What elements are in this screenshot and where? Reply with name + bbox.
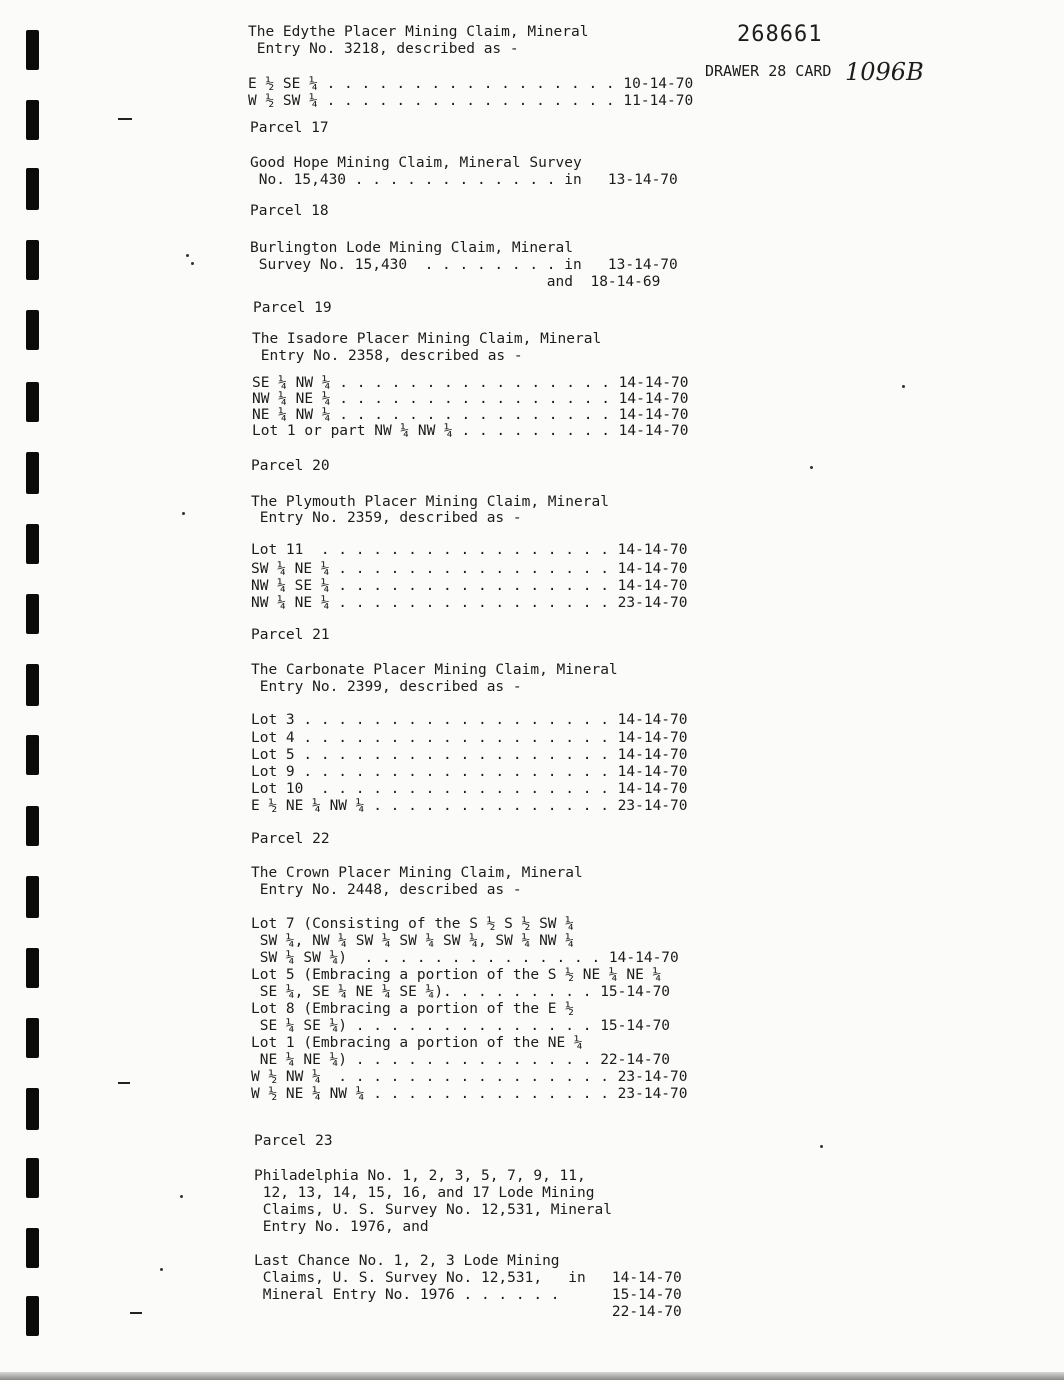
punch-hole [26, 806, 39, 846]
scan-mark [118, 118, 132, 120]
scan-speck [902, 385, 905, 388]
card-number-handwritten: 1096B [845, 58, 924, 86]
description-row: Lot 9 . . . . . . . . . . . . . . . . . . 14-14-70 [251, 764, 688, 780]
description-row: Lot 5 . . . . . . . . . . . . . . . . . . 14-14-70 [251, 747, 688, 763]
punch-hole [26, 1296, 39, 1336]
parcel-heading: Parcel 19 [253, 300, 332, 316]
scan-speck [191, 262, 194, 265]
description-row: Lot 1 (Embracing a portion of the NE ¼ [251, 1035, 583, 1051]
punch-hole [26, 1158, 39, 1198]
description-row: Lot 11 . . . . . . . . . . . . . . . . . 14-14-70 [251, 542, 688, 558]
scan-speck [180, 1195, 183, 1198]
claim-entry-line: Entry No. 2448, described as - [251, 882, 522, 898]
description-row: NE ¼ NW ¼ . . . . . . . . . . . . . . . . 14-14-70 [252, 407, 689, 423]
description-row: W ½ NW ¼ . . . . . . . . . . . . . . . . 23-14-70 [251, 1069, 688, 1085]
claim-title-line: Philadelphia No. 1, 2, 3, 5, 7, 9, 11, [254, 1168, 586, 1184]
claim-title-line: The Plymouth Placer Mining Claim, Mineral [251, 494, 609, 510]
description-row: Mineral Entry No. 1976 . . . . . . 15-14-70 [254, 1287, 682, 1303]
punch-hole [26, 452, 39, 494]
punch-hole [26, 735, 39, 775]
punch-hole [26, 594, 39, 634]
description-row: SW ¼, NW ¼ SW ¼ SW ¼ SW ¼, SW ¼ NW ¼ [251, 933, 575, 949]
punch-hole [26, 30, 39, 70]
claim-title-line: The Edythe Placer Mining Claim, Mineral [248, 24, 589, 40]
scan-mark [130, 1312, 142, 1314]
punch-hole [26, 168, 39, 210]
punch-hole [26, 240, 39, 280]
claim-title-line: The Isadore Placer Mining Claim, Mineral [252, 331, 602, 347]
punch-hole [26, 1088, 39, 1130]
claim-title-line: Good Hope Mining Claim, Mineral Survey [250, 155, 582, 171]
description-row: SE ¼ SE ¼) . . . . . . . . . . . . . . 15-14-70 [251, 1018, 671, 1034]
description-row: SW ¼ NE ¼ . . . . . . . . . . . . . . . . 14-14-70 [251, 561, 688, 577]
drawer-card-label: DRAWER 28 CARD [705, 62, 832, 80]
punch-hole [26, 664, 39, 706]
scan-speck [820, 1145, 823, 1148]
description-row: W ½ NE ¼ NW ¼ . . . . . . . . . . . . . . 23-14-70 [251, 1086, 688, 1102]
claim-title-line: Burlington Lode Mining Claim, Mineral [250, 240, 574, 256]
punch-hole [26, 310, 39, 350]
description-row: E ½ NE ¼ NW ¼ . . . . . . . . . . . . . . 23-14-70 [251, 798, 688, 814]
parcel-heading: Parcel 18 [250, 203, 329, 219]
scan-speck [810, 466, 813, 469]
scan-edge [0, 1372, 1064, 1380]
description-row: Lot 1 or part NW ¼ NW ¼ . . . . . . . . . 14-14-70 [252, 423, 689, 439]
claim-title-line: Last Chance No. 1, 2, 3 Lode Mining [254, 1253, 560, 1269]
document-number: 268661 [737, 22, 823, 47]
description-row: No. 15,430 . . . . . . . . . . . . in 13-14-70 [250, 172, 678, 188]
parcel-heading: Parcel 21 [251, 627, 330, 643]
description-row: 22-14-70 [254, 1304, 682, 1320]
punch-hole [26, 1018, 39, 1058]
scan-speck [182, 512, 185, 515]
scan-speck [186, 254, 189, 257]
claim-title-line: Claims, U. S. Survey No. 12,531, Mineral [254, 1202, 612, 1218]
punch-hole [26, 382, 39, 422]
description-row: Survey No. 15,430 . . . . . . . . in 13-14-70 [250, 257, 678, 273]
claim-entry-line: Entry No. 2359, described as - [251, 510, 522, 526]
description-row: SE ¼, SE ¼ NE ¼ SE ¼). . . . . . . . . 15-14-70 [251, 984, 671, 1000]
description-row: Claims, U. S. Survey No. 12,531, in 14-14-70 [254, 1270, 682, 1286]
punch-hole [26, 876, 39, 918]
claim-entry-line: Entry No. 3218, described as - [248, 41, 519, 57]
parcel-heading: Parcel 20 [251, 458, 330, 474]
description-row: NE ¼ NE ¼) . . . . . . . . . . . . . . 22-14-70 [251, 1052, 671, 1068]
punch-hole [26, 100, 39, 140]
description-row: and 18-14-69 [250, 274, 661, 290]
scan-speck [160, 1268, 163, 1271]
claim-entry-line: Entry No. 2399, described as - [251, 679, 522, 695]
description-row: W ½ SW ¼ . . . . . . . . . . . . . . . . . 11-14-70 [248, 93, 694, 109]
parcel-heading: Parcel 22 [251, 831, 330, 847]
description-row: Lot 5 (Embracing a portion of the S ½ NE ¼ NE ¼ [251, 967, 662, 983]
claim-entry-line: Entry No. 2358, described as - [252, 348, 523, 364]
description-row: Lot 8 (Embracing a portion of the E ½ [251, 1001, 575, 1017]
description-row: Lot 10 . . . . . . . . . . . . . . . . . 14-14-70 [251, 781, 688, 797]
description-row: SE ¼ NW ¼ . . . . . . . . . . . . . . . . 14-14-70 [252, 375, 689, 391]
claim-title-line: The Crown Placer Mining Claim, Mineral [251, 865, 583, 881]
description-row: Lot 3 . . . . . . . . . . . . . . . . . . 14-14-70 [251, 712, 688, 728]
description-row: NW ¼ SE ¼ . . . . . . . . . . . . . . . . 14-14-70 [251, 578, 688, 594]
parcel-heading: Parcel 23 [254, 1133, 333, 1149]
claim-title-line: The Carbonate Placer Mining Claim, Mineral [251, 662, 618, 678]
description-row: NW ¼ NE ¼ . . . . . . . . . . . . . . . . 14-14-70 [252, 391, 689, 407]
punch-hole [26, 948, 39, 988]
claim-title-line: 12, 13, 14, 15, 16, and 17 Lode Mining [254, 1185, 595, 1201]
claim-entry-line: Entry No. 1976, and [254, 1219, 429, 1235]
description-row: SW ¼ SW ¼) . . . . . . . . . . . . . . 14-14-70 [251, 950, 679, 966]
description-row: Lot 7 (Consisting of the S ½ S ½ SW ¼ [251, 916, 575, 932]
description-row: E ½ SE ¼ . . . . . . . . . . . . . . . . . 10-14-70 [248, 76, 694, 92]
parcel-heading: Parcel 17 [250, 120, 329, 136]
punch-hole [26, 524, 39, 564]
scan-mark [118, 1082, 130, 1084]
description-row: Lot 4 . . . . . . . . . . . . . . . . . . 14-14-70 [251, 730, 688, 746]
description-row: NW ¼ NE ¼ . . . . . . . . . . . . . . . . 23-14-70 [251, 595, 688, 611]
punch-hole [26, 1228, 39, 1268]
